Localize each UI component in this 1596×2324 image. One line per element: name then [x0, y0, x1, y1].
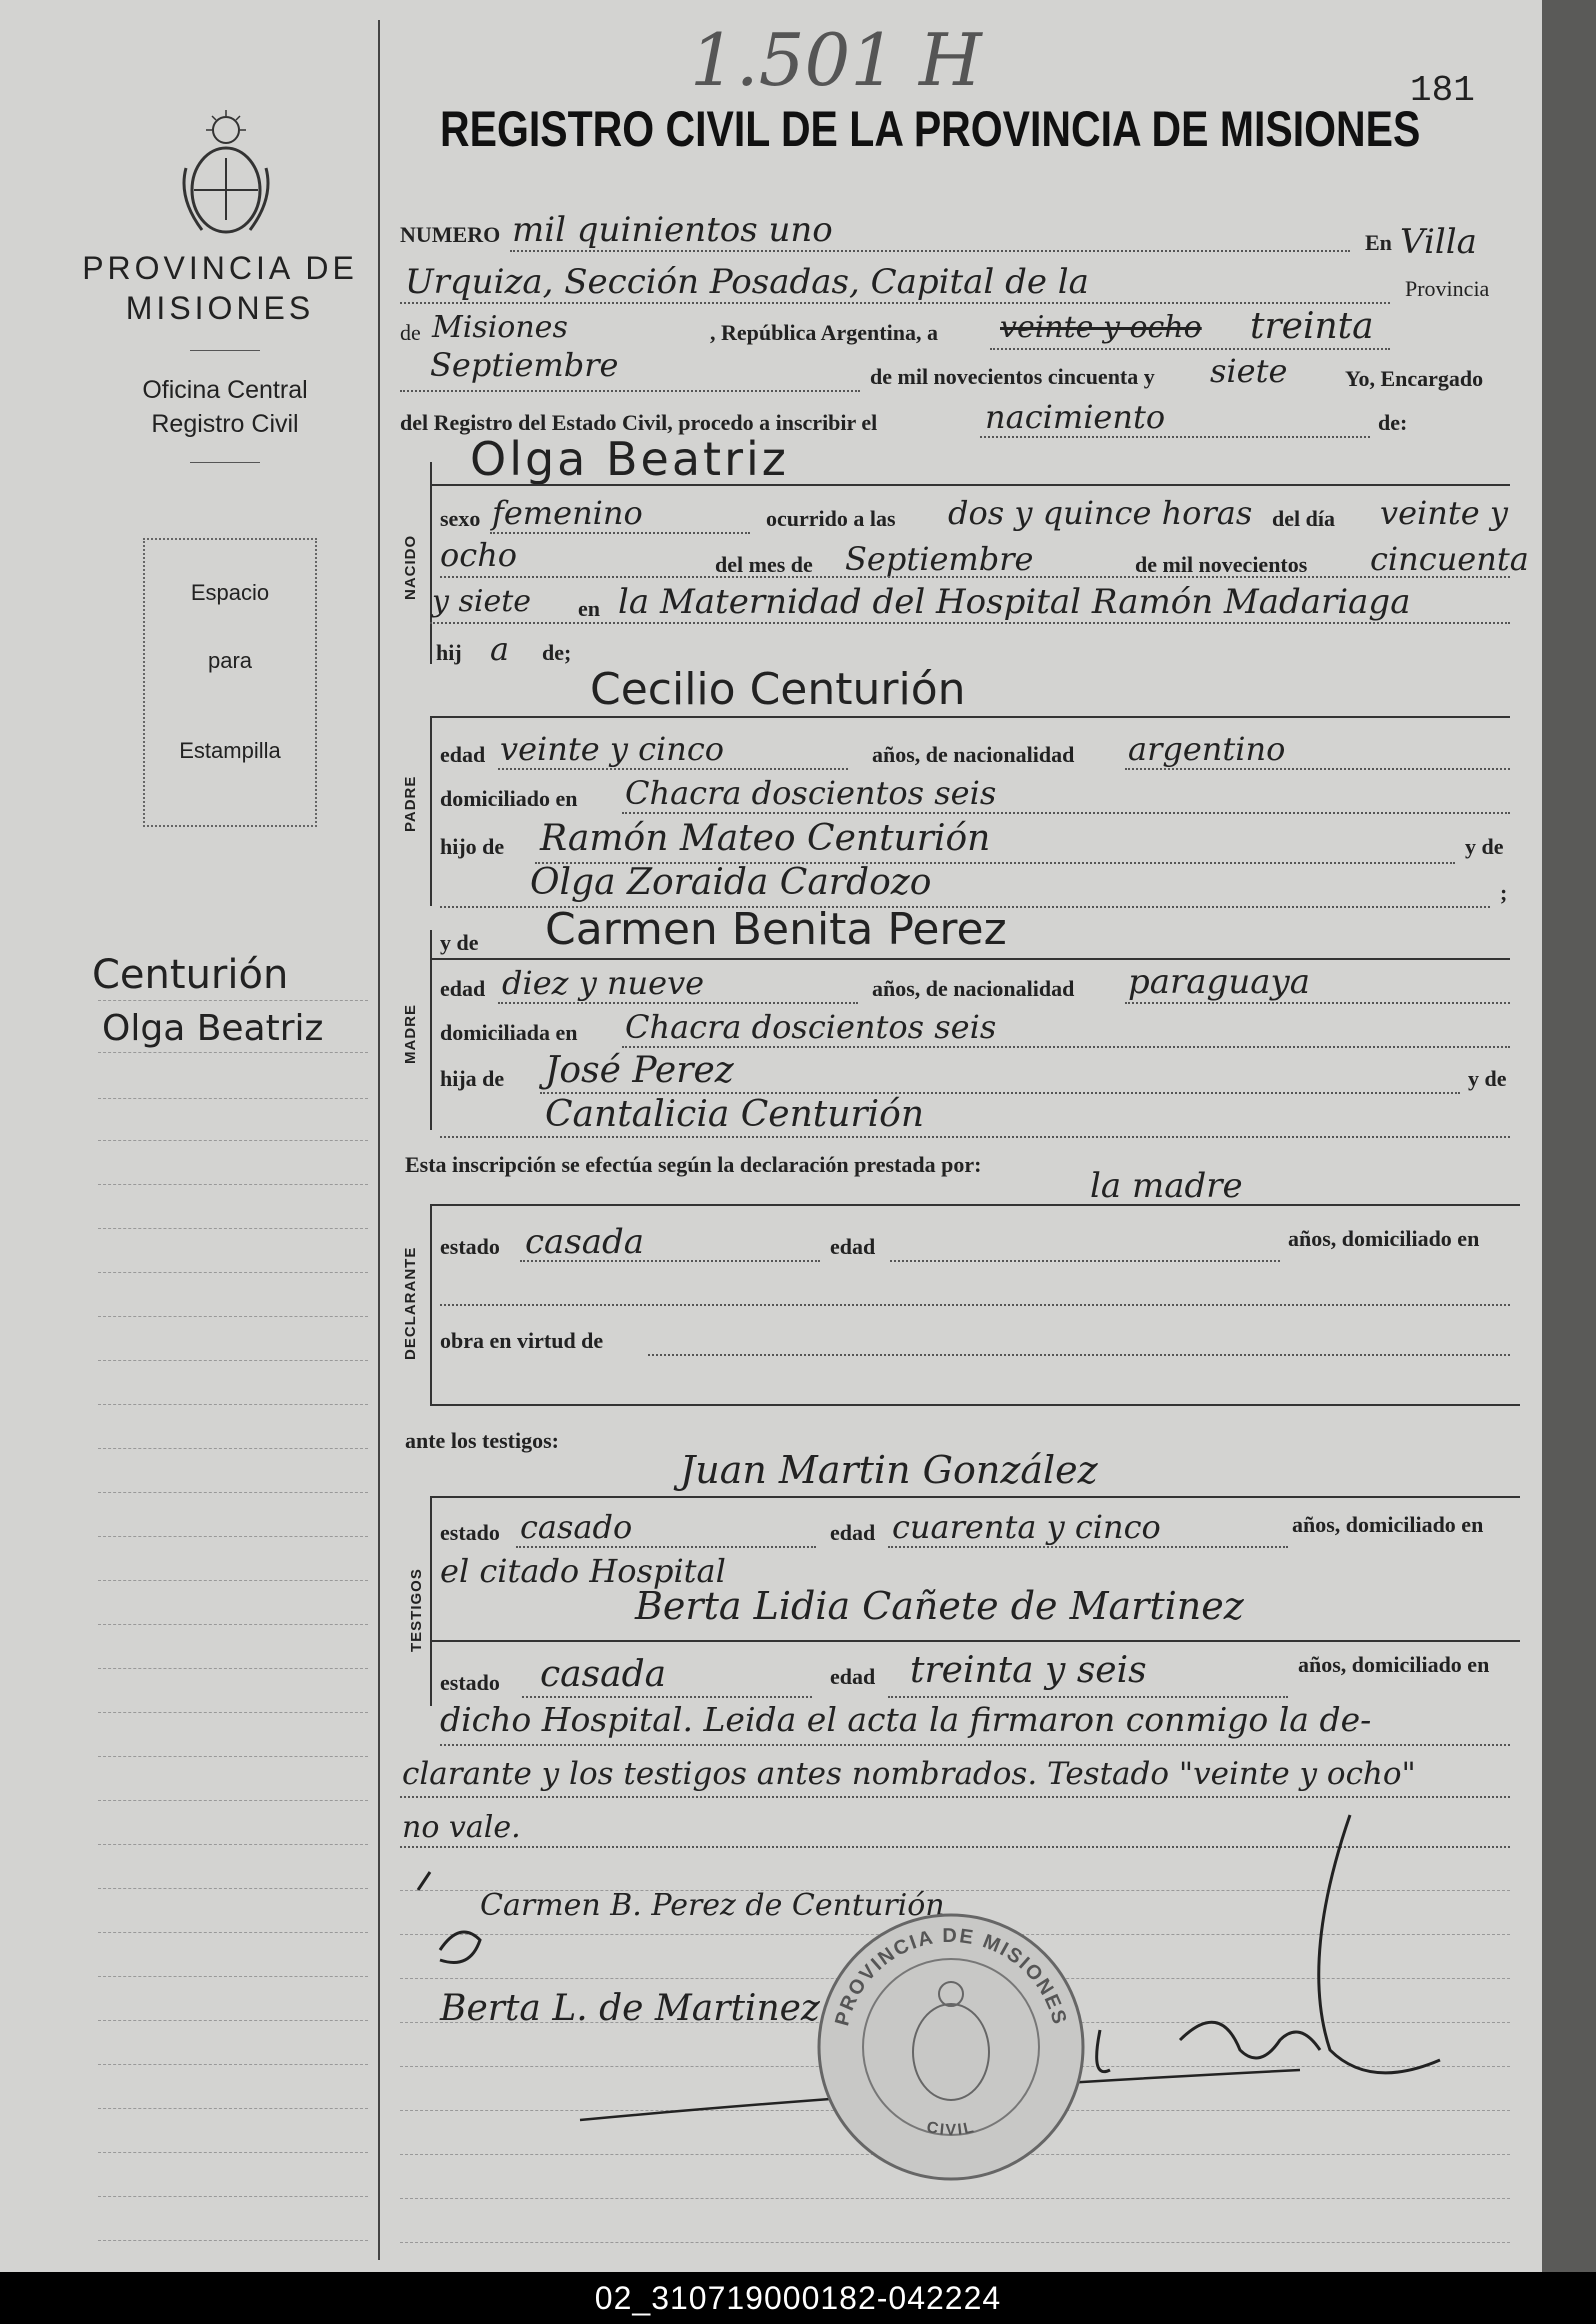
padre-nombre-value: Cecilio Centurión: [590, 664, 966, 715]
mes-nac-value: Septiembre: [845, 540, 1034, 578]
padre-nac-value: argentino: [1128, 730, 1286, 768]
cierre-line1: dicho Hospital. Leida el acta la firmaron conmigo la de-: [440, 1700, 1372, 1739]
numero-label: NUMERO: [400, 222, 501, 247]
margin-ruled-line: [98, 1316, 368, 1317]
fill-line: [440, 1744, 1510, 1746]
dia-value: veinte y: [1380, 494, 1508, 532]
signature-mother: Carmen B. Perez de Centurión: [480, 1888, 945, 1923]
cierre-line3: no vale.: [402, 1810, 521, 1845]
testigo1-value: Juan Martin González: [680, 1448, 1098, 1492]
rule-line: [430, 958, 1510, 960]
margin-ruled-line: [98, 1580, 368, 1581]
page-number: 181: [1410, 70, 1475, 111]
declarante-dom-label: años, domiciliado en: [1288, 1226, 1480, 1251]
testigo1-edad-label: edad: [830, 1520, 876, 1545]
padre-padre-value: Ramón Mateo Centurión: [540, 818, 991, 859]
hij-label: hij: [436, 640, 462, 665]
provincia-label: Provincia: [1405, 276, 1490, 301]
margin-ruled-line: [98, 2152, 368, 2153]
fill-line: [400, 1796, 1510, 1798]
fill-line: [498, 768, 848, 770]
fill-line: [516, 1546, 816, 1548]
fill-line: [440, 1304, 1510, 1306]
margin-ruled-line: [98, 1140, 368, 1141]
madre-dom-value: Chacra doscientos seis: [625, 1008, 997, 1046]
anio-nac-value: cincuenta: [1370, 540, 1529, 578]
fill-line: [648, 1354, 1510, 1356]
stamp-box: [143, 538, 317, 827]
semicolon-label: ;: [1500, 880, 1508, 905]
margin-ruled-line: [98, 1000, 368, 1001]
testigos-label: ante los testigos:: [405, 1428, 559, 1453]
fill-line: [400, 302, 1390, 304]
madre-padre-value: José Perez: [545, 1050, 734, 1091]
sidebar-rule: [190, 350, 260, 351]
margin-ruled-line: [98, 2064, 368, 2065]
margin-ruled-line: [98, 1712, 368, 1713]
margin-ruled-line: [98, 1360, 368, 1361]
margin-ruled-line: [98, 1448, 368, 1449]
declarante-section-label: DECLARANTE: [402, 1246, 419, 1360]
cierre-line2: clarante y los testigos antes nombrados. Testado "veinte y ocho": [402, 1756, 1416, 1792]
margin-surname: Centurión: [92, 952, 289, 998]
dia-cont-value: ocho: [440, 536, 518, 574]
margin-ruled-line: [98, 1098, 368, 1099]
fill-line: [622, 812, 1510, 814]
padre-madre-value: Olga Zoraida Cardozo: [530, 862, 932, 903]
ocurrido-label: ocurrido a las: [766, 506, 896, 531]
de-mil-nov-label: de mil novecientos: [1135, 552, 1308, 577]
testigo2-estado-label: estado: [440, 1670, 500, 1695]
testigo1-estado-label: estado: [440, 1520, 500, 1545]
madre-edad-value: diez y nueve: [502, 964, 705, 1002]
provincia-value: Misiones: [432, 310, 568, 345]
obra-label: obra en virtud de: [440, 1328, 604, 1353]
testigo2-edad-value: treinta y seis: [910, 1650, 1147, 1691]
stamp-box-line: Espacio: [190, 580, 270, 605]
sexo-value: femenino: [492, 494, 643, 532]
signature-witness: Berta L. de Martinez: [440, 1988, 820, 2029]
madre-nac-label: años, de nacionalidad: [872, 976, 1075, 1001]
fecha-dia-value: treinta: [1250, 306, 1374, 347]
fill-line: [990, 348, 1390, 350]
margin-ruled-line: [98, 1536, 368, 1537]
fill-line: [400, 390, 860, 392]
madre-nombre-value: Carmen Benita Perez: [545, 904, 1007, 955]
hij-suffix-value: a: [490, 630, 510, 668]
margin-ruled-line: [98, 1756, 368, 1757]
margin-ruled-line: [98, 1184, 368, 1185]
testigo2-edad-label: edad: [830, 1664, 876, 1689]
anio-value: siete: [1210, 352, 1288, 390]
margin-ruled-line: [98, 1272, 368, 1273]
fill-line: [430, 622, 1510, 624]
fill-line: [400, 2242, 1510, 2243]
sidebar-rule: [190, 462, 260, 463]
en-value: Villa: [1400, 222, 1477, 262]
declarante-bracket: [430, 1204, 432, 1404]
margin-ruled-line: [98, 1492, 368, 1493]
fill-line: [440, 1136, 1510, 1138]
mes-value: Septiembre: [430, 346, 619, 384]
margin-ruled-line: [98, 1844, 368, 1845]
declarante-estado-value: casada: [525, 1222, 645, 1262]
republica-label: , República Argentina, a: [710, 320, 938, 345]
rule-line: [430, 1204, 1520, 1206]
margin-ruled-line: [98, 2240, 368, 2241]
coat-of-arms-icon: [172, 108, 280, 238]
madre-edad-label: edad: [440, 976, 486, 1001]
rule-line: [430, 484, 1510, 486]
rule-line: [430, 716, 1510, 718]
stamp-box-line: para: [207, 648, 253, 673]
fill-line: [622, 1046, 1510, 1048]
fill-line: [440, 576, 1510, 578]
nacido-bracket: [430, 462, 432, 664]
del-dia-label: del día: [1272, 506, 1335, 531]
nombre-value: Olga Beatriz: [470, 432, 789, 486]
margin-ruled-line: [98, 1800, 368, 1801]
hora-value: dos y quince horas: [948, 494, 1253, 532]
margin-ruled-line: [98, 1932, 368, 1933]
acto-value: nacimiento: [985, 398, 1166, 436]
testigo1-edad-value: cuarenta y cinco: [892, 1508, 1161, 1546]
padre-edad-label: edad: [440, 742, 486, 767]
seal-bottom-text: CIVIL: [925, 2118, 977, 2139]
en-label: En: [1365, 230, 1392, 255]
book-spine: [1542, 0, 1596, 2272]
testigo1-estado-value: casado: [520, 1508, 633, 1546]
office-line1: Oficina Central: [142, 376, 308, 404]
madre-y-de-label2: y de: [1468, 1066, 1507, 1091]
official-seal-icon: [806, 1902, 1096, 2192]
lugar-nac-value: la Maternidad del Hospital Ramón Madariaga: [618, 582, 1411, 622]
testigo2-dom-label: años, domiciliado en: [1298, 1652, 1490, 1677]
top-handwritten-number: 1.501 H: [690, 18, 982, 102]
declarante-value: la madre: [1090, 1166, 1243, 1206]
rule-line: [430, 1496, 1520, 1498]
fill-line: [1125, 768, 1510, 770]
margin-given-names: Olga Beatriz: [102, 1008, 324, 1049]
margin-ruled-line: [98, 1976, 368, 1977]
declaracion-label: Esta inscripción se efectúa según la declaración prestada por:: [405, 1152, 982, 1177]
fill-line: [522, 1696, 812, 1698]
sexo-label: sexo: [440, 506, 481, 531]
declarante-edad-label: edad: [830, 1234, 876, 1259]
margin-ruled-line: [98, 2020, 368, 2021]
madre-section-label: MADRE: [402, 1004, 419, 1064]
fecha-dia-tachado: veinte y ocho: [1000, 310, 1202, 345]
office-line2: Registro Civil: [151, 410, 299, 438]
padre-hijo-label: hijo de: [440, 834, 505, 859]
margin-ruled-line: [98, 1888, 368, 1889]
de-mil-label: de mil novecientos cincuenta y: [870, 364, 1155, 389]
de-colon-label: de:: [1378, 410, 1408, 435]
margin-ruled-line: [98, 2196, 368, 2197]
nacido-section-label: NACIDO: [402, 534, 419, 600]
page-title: REGISTRO CIVIL DE LA PROVINCIA DE MISIONES: [440, 101, 1421, 157]
fill-line: [510, 250, 1350, 252]
fill-line: [490, 532, 750, 534]
testigo2-estado-value: casada: [540, 1654, 667, 1695]
fill-line: [888, 1546, 1288, 1548]
fill-line: [400, 2198, 1510, 2199]
madre-nac-value: paraguaya: [1128, 962, 1310, 1002]
testigo1-dom-value: el citado Hospital: [440, 1552, 726, 1590]
declarante-estado-label: estado: [440, 1234, 500, 1259]
de-semicolon-label: de;: [542, 640, 572, 665]
rule-line: [430, 1640, 1520, 1642]
stamp-box-line: Estampilla: [179, 738, 281, 763]
fill-line: [890, 1260, 1280, 1262]
margin-ruled-line: [98, 1052, 368, 1053]
padre-y-de-label: y de: [1465, 834, 1504, 859]
madre-hija-label: hija de: [440, 1066, 505, 1091]
anio-nac-cont-value: y siete: [432, 584, 532, 619]
del-mes-label: del mes de: [715, 552, 813, 577]
testigos-section-label: TESTIGOS: [408, 1568, 425, 1652]
testigo2-value: Berta Lidia Cañete de Martinez: [635, 1584, 1244, 1628]
padre-section-label: PADRE: [402, 775, 419, 832]
margin-ruled-line: [98, 1668, 368, 1669]
fill-line: [980, 436, 1370, 438]
testigos-bracket: [430, 1496, 432, 1706]
testigo1-dom-label: años, domiciliado en: [1292, 1512, 1484, 1537]
padre-edad-value: veinte y cinco: [500, 730, 725, 768]
column-divider: [378, 20, 380, 2260]
lugar-value: Urquiza, Sección Posadas, Capital de la: [405, 262, 1089, 302]
fill-line: [888, 1696, 1288, 1698]
seal-top-text: PROVINCIA DE MISIONES: [831, 1924, 1071, 2029]
padre-bracket: [430, 716, 432, 906]
madre-dom-label: domiciliada en: [440, 1020, 578, 1045]
province-heading: PROVINCIA DE MISIONES: [82, 250, 358, 326]
numero-value: mil quinientos uno: [512, 210, 833, 250]
madre-y-de-label: y de: [440, 930, 479, 955]
margin-ruled-line: [98, 1624, 368, 1625]
registro-label: del Registro del Estado Civil, procedo a inscribir el: [400, 410, 878, 435]
footer-code: 02_310719000182-042224: [0, 2272, 1596, 2324]
padre-dom-label: domiciliado en: [440, 786, 578, 811]
fill-line: [520, 1260, 820, 1262]
madre-bracket: [430, 930, 432, 1130]
margin-ruled-line: [98, 2108, 368, 2109]
en-small-label: en: [578, 596, 600, 621]
padre-nac-label: años, de nacionalidad: [872, 742, 1075, 767]
padre-dom-value: Chacra doscientos seis: [625, 774, 997, 812]
madre-madre-value: Cantalicia Centurión: [545, 1094, 925, 1135]
de-label: de: [400, 320, 421, 345]
fill-line: [498, 1002, 858, 1004]
yo-encargado-label: Yo, Encargado: [1345, 366, 1484, 391]
rule-line: [430, 1404, 1520, 1406]
margin-ruled-line: [98, 1404, 368, 1405]
fill-line: [1125, 1002, 1510, 1004]
margin-ruled-line: [98, 1228, 368, 1229]
